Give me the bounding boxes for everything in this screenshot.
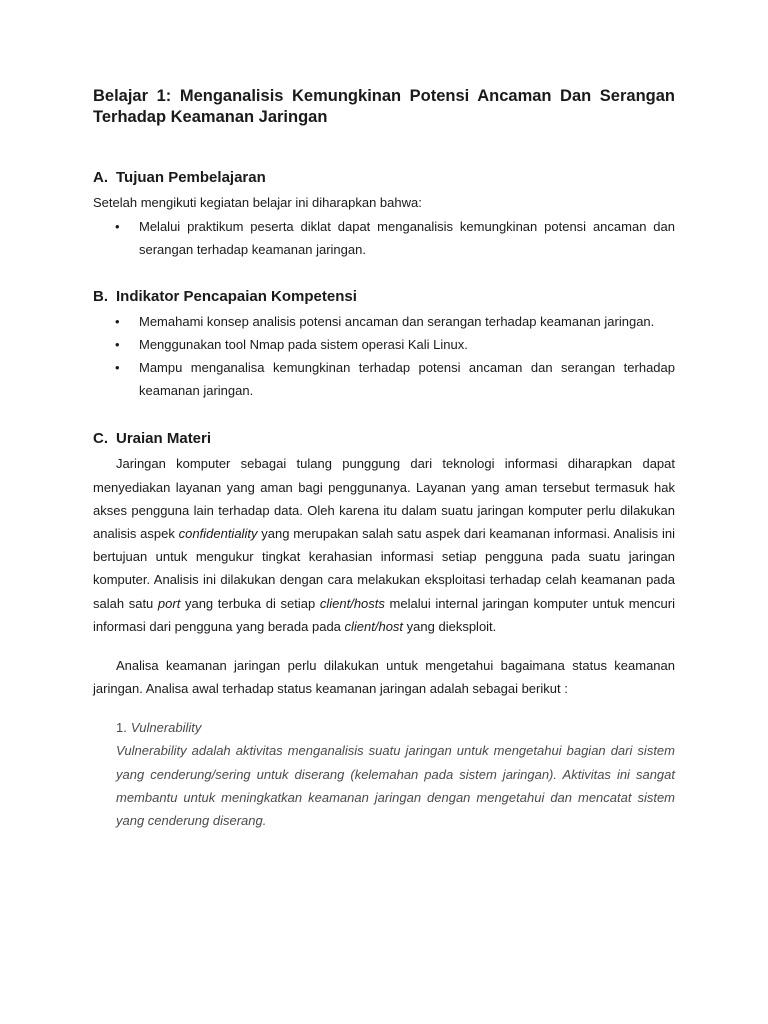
bullet-text: Menggunakan tool Nmap pada sistem operasi Kali Linux. xyxy=(139,336,468,352)
subsection-vulnerability xyxy=(93,716,675,832)
bullet-list xyxy=(93,215,675,261)
bullet-text: Mampu menganalisa kemungkinan terhadap potensi ancaman dan serangan terhadap keamanan jaringan. xyxy=(139,360,675,399)
section-title: Uraian Materi xyxy=(116,430,212,448)
section-heading-b xyxy=(93,287,675,307)
bullet-list xyxy=(93,310,675,403)
paragraph-text: yang merupakan salah satu aspek dari keamanan informasi. Analisis ini bertujuan untuk mengukur tingkat kerahasian informasi setiap pengguna pada suatu jaringan komputer. Analisis ini dilakukan dengan cara melakukan eksploitasi terhadap celah keamanan pada salah satu xyxy=(93,526,675,611)
section-heading-a xyxy=(93,168,675,188)
paragraph-text: yang terbuka di setiap xyxy=(180,595,320,611)
paragraph-text: yang dieksploit. xyxy=(403,618,497,634)
document-page xyxy=(93,86,675,832)
subsection-body: Vulnerability adalah aktivitas menganalisis suatu jaringan untuk mengetahui bagian dari sistem yang cenderung/sering untuk diserang (kelemahan pada sistem jaringan). Aktivitas ini sangat membantu untuk meningkatkan keamanan jaringan dengan mengetahui dan mencatat sistem yang cenderung diserang. xyxy=(116,743,675,829)
paragraph-analisa: Analisa keamanan jaringan perlu dilakukan untuk mengetahui bagaimana status keamanan jaringan. Analisa awal terhadap status keamanan jaringan adalah sebagai berikut : xyxy=(93,658,675,697)
section-letter: A. xyxy=(93,169,108,186)
bullet-item xyxy=(93,356,675,402)
bullet-icon: • xyxy=(115,313,120,329)
subsection-title: Vulnerability xyxy=(130,720,202,736)
bullet-icon: • xyxy=(115,360,120,376)
section-uraian xyxy=(93,429,675,832)
term-port: port xyxy=(157,595,181,611)
bullet-text: Memahami konsep analisis potensi ancaman dan serangan terhadap keamanan jaringan. xyxy=(139,313,655,329)
paragraph-jaringan xyxy=(93,452,675,638)
section-indikator xyxy=(93,287,675,403)
section-tujuan xyxy=(93,168,675,262)
section-letter: B. xyxy=(93,287,108,305)
bullet-text: Melalui praktikum peserta diklat dapat menganalisis kemungkinan potensi ancaman dan serangan terhadap keamanan jaringan. xyxy=(139,219,675,258)
section-title: Indikator Pencapaian Kompetensi xyxy=(116,287,357,305)
paragraph-text: melalui internal jaringan komputer untuk mencuri informasi dari pengguna yang berada pada xyxy=(93,595,676,634)
bullet-item xyxy=(93,215,675,261)
bullet-icon: • xyxy=(115,219,120,235)
section-intro: Setelah mengikuti kegiatan belajar ini diharapkan bahwa: xyxy=(93,195,422,210)
paragraph-text: Jaringan komputer sebagai tulang punggung dari teknologi informasi diharapkan dapat menyediakan layanan yang aman bagi penggunanya. Layanan yang aman tersebut termasuk hak akses pengguna lain terhadap data. Oleh karena itu dalam suatu jaringan komputer perlu dilakukan analisis aspek xyxy=(93,456,675,542)
term-confidentiality: confidentiality xyxy=(178,526,258,542)
bullet-icon: • xyxy=(115,336,120,352)
subsection-number: 1. xyxy=(116,720,127,736)
term-client-host: client/host xyxy=(344,618,404,634)
document-title: Belajar 1: Menganalisis Kemungkinan Potensi Ancaman Dan Serangan Terhadap Keamanan Jaringan xyxy=(93,87,675,126)
section-heading-c xyxy=(93,429,675,449)
bullet-item xyxy=(93,310,675,333)
section-title: Tujuan Pembelajaran xyxy=(116,169,266,186)
term-client-hosts: client/hosts xyxy=(319,595,385,611)
section-letter: C. xyxy=(93,430,108,448)
bullet-item xyxy=(93,333,675,356)
subsection-heading xyxy=(116,716,675,739)
